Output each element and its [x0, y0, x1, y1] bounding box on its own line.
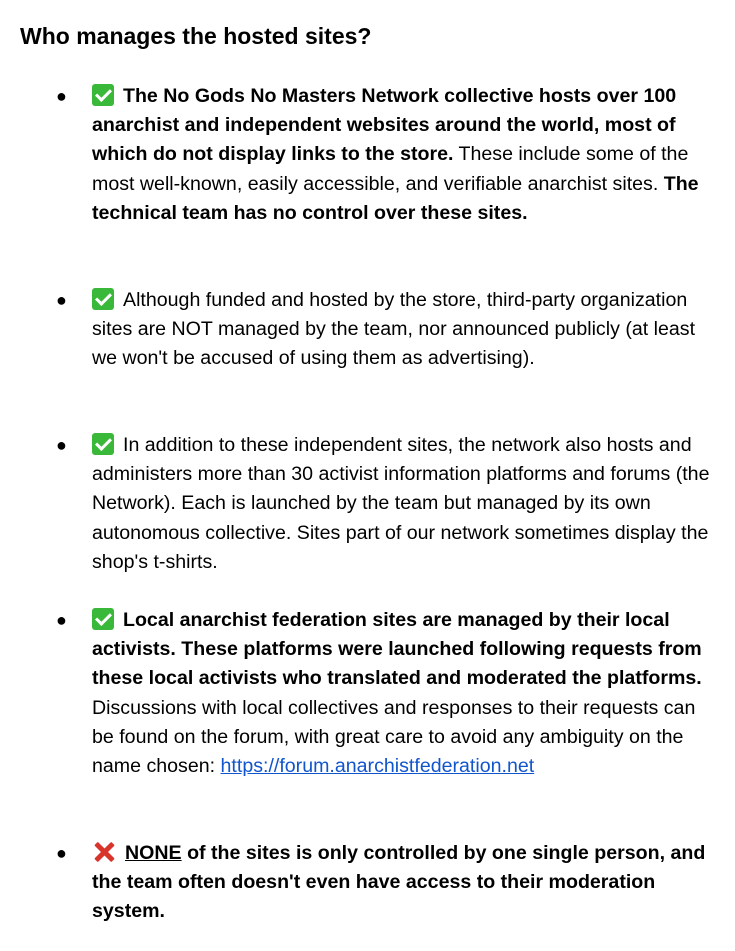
list-item [56, 606, 720, 781]
forum-link[interactable]: https://forum.anarchistfederation.net [220, 755, 535, 778]
bullet-icon: ● [56, 843, 67, 863]
list-item [56, 839, 720, 927]
item-text: In addition to these independent sites, the network also hosts and administers more than 30 activist information platforms and forums (the Network). Each is launched by the team but managed by its own autonomous collective. Sites part of our network sometimes display the shop's t-shirts. [92, 434, 710, 573]
check-mark-icon [92, 433, 114, 455]
item-text: These include some of the most well-known, easily accessible, and verifiable anarchist sites. [92, 143, 689, 195]
item-text: Discussions with local collectives and responses to their requests can be found on the forum, with great care to avoid any ambiguity on the name chosen: [92, 696, 696, 778]
item-underlined-text: NONE [125, 842, 182, 864]
item-bold-text: of the sites is only controlled by one single person, and the team often doesn't even have access to their moderation system. [92, 842, 706, 923]
check-mark-icon [92, 84, 114, 106]
item-bold-text: Local anarchist federation sites are managed by their local activists. These platforms were launched following requests from these local activists who translated and moderated the platforms. [92, 609, 702, 690]
check-mark-icon [92, 288, 114, 310]
list-item [56, 431, 720, 577]
item-text: Although funded and hosted by the store, third-party organization sites are NOT managed by the team, nor announced publicly (at least we won't be accused of using them as advertising). [92, 289, 696, 370]
check-mark-icon [92, 608, 114, 630]
bullet-icon: ● [56, 435, 67, 455]
item-bold-text: The No Gods No Masters Network collective hosts over 100 anarchist and independent websites around the world, most of which do not display links to the store. [92, 85, 677, 166]
list-item [56, 286, 720, 374]
bullet-icon: ● [56, 290, 67, 310]
page-heading: Who manages the hosted sites? [20, 23, 372, 49]
cross-mark-icon [92, 840, 116, 864]
bullet-icon: ● [56, 86, 67, 106]
item-bold-text: The technical team has no control over these sites. [92, 172, 699, 224]
bullet-icon: ● [56, 610, 67, 630]
list-item [56, 82, 720, 228]
